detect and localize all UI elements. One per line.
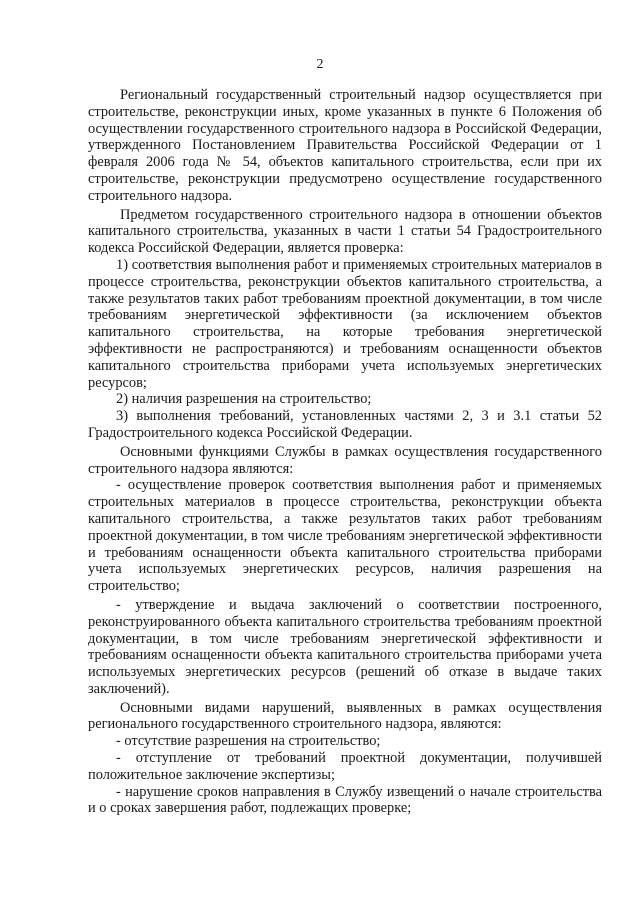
paragraph-regional-supervision: Региональный государственный строительный надзор осуществляется при строительстве, реконструкции иных, кроме указанных в пункте 6 Положения об осуществлении государственного строительного надзора в Российской Федерации, утвержденного Постановлением Правительства Российской Федерации от 1 февраля 2006 года № 54, объектов капитального строительства, если при их строительстве, реконструкции предусмотрено осуществление государственного строительного надзора.	[88, 87, 602, 204]
list-item-violation-no-permit: - отсутствие разрешения на строительство;	[116, 733, 381, 750]
list-item-violation-project-deviation: - отступление от требований проектной документации, получившей положительное заключение экспертизы;	[88, 750, 602, 783]
document-body	[88, 87, 602, 817]
list-item-requirements-check: 3) выполнения требований, установленных частями 2, 3 и 3.1 статьи 52 Градостроительного кодекса Российской Федерации.	[88, 408, 602, 441]
list-item-permit-check: 2) наличия разрешения на строительство;	[116, 391, 372, 408]
paragraph-main-functions: Основными функциями Службы в рамках осуществления государственного строительного надзора являются:	[88, 443, 602, 477]
list-item-function-inspections: - осуществление проверок соответствия выполнения работ и применяемых строительных материалов в процессе строительства, реконструкции объекта капитального строительства, а также результатов таких работ требованиям проектной документации, в том числе требованиям энергетической эффективности и требованиям оснащенности объекта капитального строительства приборами учета используемых энергетических ресурсов, наличия разрешения на строительство;	[88, 477, 602, 595]
list-item-compliance-check: 1) соответствия выполнения работ и применяемых строительных материалов в процессе строительства, реконструкции объектов капитального строительства, а также результатов таких работ требованиям проектной документации, в том числе требованиям энергетической эффективности (за исключением объектов капитального строительства, на которые требования энергетической эффективности не распространяются) и требованиям оснащенности объектов капитального строительства приборами учета используемых энергетических ресурсов;	[88, 256, 602, 391]
list-item-function-conclusions: - утверждение и выдача заключений о соответствии построенного, реконструированного объекта капитального строительства требованиям проектной документации, в том числе требованиям энергетической эффективности и требованиям оснащенности объекта капитального строительства приборами учета используемых энергетических ресурсов (решений об отказе в выдаче таких заключений).	[88, 596, 602, 697]
paragraph-subject-of-supervision: Предметом государственного строительного надзора в отношении объектов капитального строительства, указанных в части 1 статьи 54 Градостроительного кодекса Российской Федерации, является проверка:	[88, 206, 602, 257]
list-item-violation-notice-deadlines: - нарушение сроков направления в Службу извещений о начале строительства и о сроках завершения работ, подлежащих проверке;	[88, 783, 602, 817]
page-number: 2	[316, 57, 324, 72]
paragraph-violation-types: Основными видами нарушений, выявленных в рамках осуществления регионального государственного строительного надзора, являются:	[88, 699, 602, 733]
